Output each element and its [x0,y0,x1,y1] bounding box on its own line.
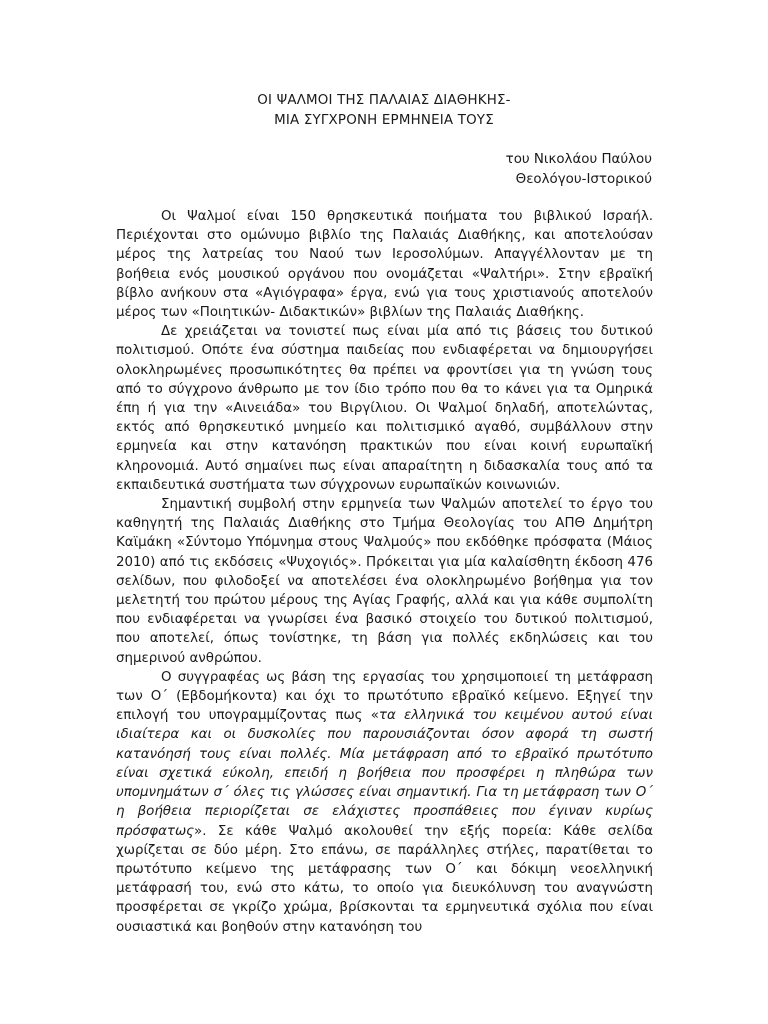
author-name: του Νικολάου Παύλου [505,152,652,167]
document-title-line-1: ΟΙ ΨΑΛΜΟΙ ΤΗΣ ΠΑΛΑΙΑΣ ΔΙΑΘΗΚΗΣ- [257,93,511,108]
paragraph-4 [116,668,653,937]
document-title-line-2: ΜΙΑ ΣΥΓΧΡΟΝΗ ΕΡΜΗΝΕΙΑ ΤΟΥΣ [274,113,494,128]
author-quote: τα ελληνικά του κειμένου αυτού είναι ιδιαίτερα και οι δυσκολίες που παρουσιάζονται όσον αφορά τη σωστή κατανόησή τους είναι πολλές. Μία μετάφραση από το εβραϊκό πρωτότυπο είναι σχετικά εύκολη, επειδή η βοήθεια που προσφέρει η πληθώρα των υπομνημάτων σ΄ όλες τις γλώσσες είναι σημαντική. Για τη μετάφραση των Ο΄ η βοήθεια περιορίζεται σε ελάχιστες προσπάθειες που έγιναν κυρίως πρόσφατως [116,708,653,839]
paragraph-2: Δε χρειάζεται να τονιστεί πως είναι μία από τις βάσεις του δυτικού πολιτισμού. Οπότε ένα σύστημα παιδείας που ενδιαφέρεται να δημιουργήσει ολοκληρωμένες προσωπικότητες θα πρέπει να φροντίσει για τη γνώση τους από το σύγχρονο άνθρωπο με τον ίδιο τρόπο που θα το κάνει για τα Ομηρικά έπη ή για την «Αινειάδα» του Βιργίλιου. Οι Ψαλμοί δηλαδή, αποτελώντας, εκτός από θρησκευτικό μνημείο και πολιτισμικό αγαθό, συμβάλλουν στην ερμηνεία και στην κατανόηση πρακτικών που είναι κοινή ευρωπαϊκή κληρονομιά. Αυτό σημαίνει πως είναι απαραίτητη η διδασκαλία τους από τα εκπαιδευτικά συστήματα των σύγχρονων ευρωπαϊκών κοινωνιών. [116,324,653,493]
paragraph-3: Σημαντική συμβολή στην ερμηνεία των Ψαλμών αποτελεί το έργο του καθηγητή της Παλαιάς Διαθήκης στο Τμήμα Θεολογίας του ΑΠΘ Δημήτρη Καϊμάκη «Σύντομο Υπόμνημα στους Ψαλμούς» που εκδόθηκε πρόσφατα (Μάιος 2010) από τις εκδόσεις «Ψυχογιός». Πρόκειται για μία καλαίσθητη έκδοση 476 σελίδων, που φιλοδοξεί να αποτελέσει ένα ολοκληρωμένο βοήθημα για τον μελετητή του πρώτου μέρους της Αγίας Γραφής, αλλά και για κάθε συμπολίτη που ενδιαφέρεται να γνωρίσει ένα βασικό στοιχείο του δυτικού πολιτισμού, που αποτελεί, όπως τονίστηκε, τη βάση για πολλές εκδηλώσεις και του σημερινού ανθρώπου. [116,497,653,666]
article-body [116,207,653,937]
paragraph-4-intro: Ο συγγραφέας ως βάση της εργασίας του χρησιμοποιεί τη μετάφραση των Ο΄ (Εβδομήκοντα) και όχι το πρωτότυπο εβραϊκό κείμενο. Εξηγεί την επιλογή του υπογραμμίζοντας πως « [116,669,653,724]
author-profession: Θεολόγου-Ιστορικού [515,172,652,187]
paragraph-4-continuation: ». Σε κάθε Ψαλμό ακολουθεί την εξής πορεία: Κάθε σελίδα χωρίζεται σε δύο μέρη. Στο επάνω, σε παράλληλες στήλες, παρατίθεται το πρωτότυπο κείμενο της μετάφρασης των Ο΄ και δόκιμη νεοελληνική μετάφρασή του, ενώ στο κάτω, το οποίο για διευκόλυνση του αναγνώστη προσφέρεται σε γκρίζο χρώμα, βρίσκονται τα ερμηνευτικά σχόλια που είναι ουσιαστικά και βοηθούν στην κατανόηση του [116,823,653,935]
paragraph-1: Οι Ψαλμοί είναι 150 θρησκευτικά ποιήματα του βιβλικού Ισραήλ. Περιέχονται στο ομώνυμο βιβλίο της Παλαιάς Διαθήκης, και αποτελούσαν μέρος της λατρείας του Ναού των Ιεροσολύμων. Απαγγέλλονταν με τη βοήθεια ενός μουσικού οργάνου που ονομάζεται «Ψαλτήρι». Στην εβραϊκή βίβλο ανήκουν στα «Αγιόγραφα» έργα, ενώ για τους χριστιανούς αποτελούν μέρος των «Ποιητικών- Διδακτικών» βιβλίων της Παλαιάς Διαθήκης. [116,209,653,321]
